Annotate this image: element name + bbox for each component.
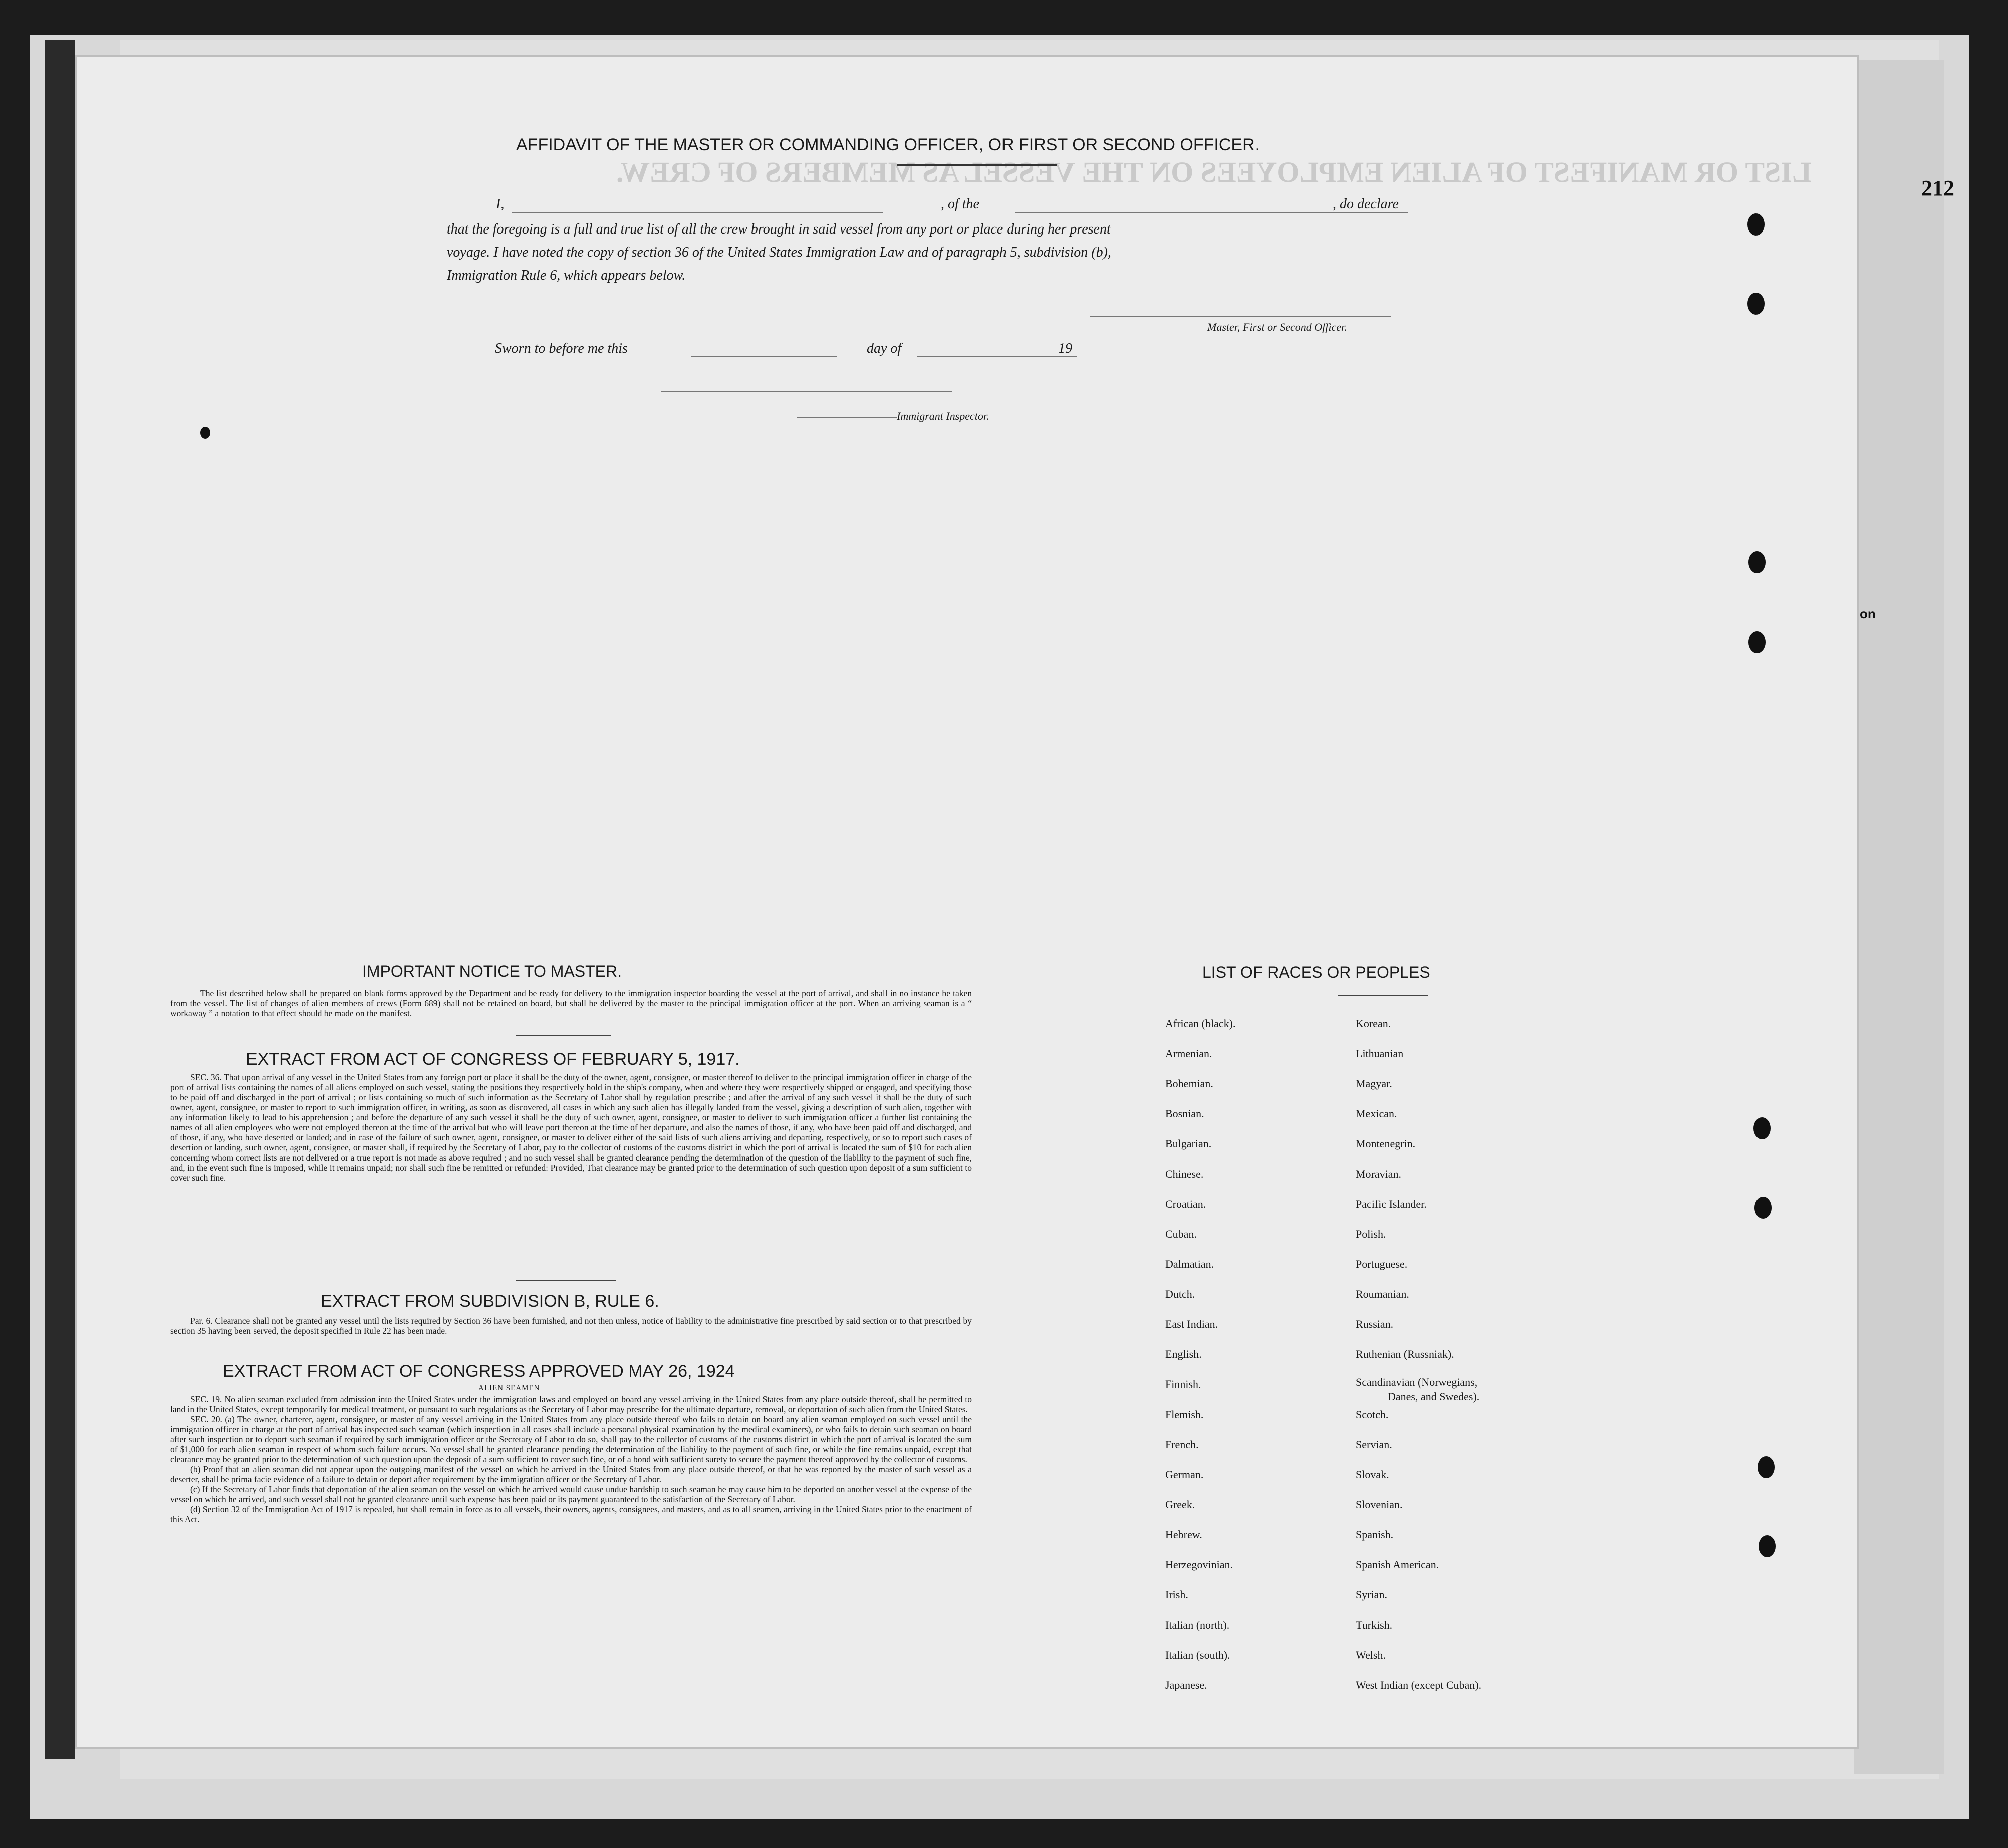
affidavit-title: AFFIDAVIT OF THE MASTER OR COMMANDING OFFICER, OR FIRST OR SECOND OFFICER.: [516, 135, 1260, 154]
punch-hole: [1747, 213, 1765, 236]
races-underline: [1338, 995, 1428, 996]
notice-text: The list described below shall be prepared on blank forms approved by the Department and be ready for delivery to the immigration inspector boarding the vessel at the port of arrival, and shall in no instance be taken from the vessel. The list of changes of alien members of crews (Form 689) shall not be retained on board, but shall be delivered by the master to the principal immigration officer at the port. When an arriving seaman is a “ workaway ” a notation to that effect should be made on the manifest.: [170, 988, 972, 1018]
punch-hole: [1753, 1117, 1771, 1139]
month-blank: [917, 356, 1077, 357]
bleed-through-title: LIST OR MANIFEST OF ALIEN EMPLOYEES ON THE VESSEL AS MEMBERS OF CREW.: [616, 156, 1812, 188]
race-item: Turkish.: [1356, 1619, 1393, 1631]
race-item: Armenian.: [1165, 1047, 1212, 1060]
extract-1924-subtitle: ALIEN SEAMEN: [478, 1384, 540, 1392]
race-item: Pacific Islander.: [1356, 1198, 1427, 1210]
race-item: Welsh.: [1356, 1649, 1386, 1661]
race-item: French.: [1165, 1438, 1199, 1451]
punch-hole: [1754, 1197, 1772, 1219]
day-of-label: day of: [867, 341, 902, 356]
race-item: Servian.: [1356, 1438, 1392, 1451]
race-item: Greek.: [1165, 1498, 1195, 1511]
sec19-text: SEC. 19. No alien seaman excluded from admission into the United States under the immigration laws and employed on board any vessel arriving in the United States from any place outside thereof, shall be permitted to land in the United States, except temporarily for medical treatment, or pursuant to such regulations as the Secretary of Labor may prescribe for the ultimate departure, removal, or deportation of such alien from the United States.: [170, 1394, 972, 1414]
ink-speck: [200, 427, 210, 439]
race-item: Lithuanian: [1356, 1047, 1404, 1060]
sec20d-text: (d) Section 32 of the Immigration Act of 1917 is repealed, but shall remain in force as to all vessels, their owners, agents, consignees, and masters, and as to all seamen, arriving in the United States prior to the enactment of this Act.: [170, 1504, 972, 1524]
form-page: [75, 55, 1859, 1749]
race-item: Bohemian.: [1165, 1077, 1213, 1090]
extract-1924-title: EXTRACT FROM ACT OF CONGRESS APPROVED MAY 26, 1924: [223, 1362, 735, 1381]
race-item: Italian (north).: [1165, 1619, 1230, 1631]
race-item: Polish.: [1356, 1228, 1386, 1240]
sec20b-text: (b) Proof that an alien seaman did not appear upon the outgoing manifest of the vessel on which he arrived in the United States from any place outside thereof, or that he was reported by the master of such vessel as a deserter, shall be prima facie evidence of a failure to detain or deport after requirement by the immigration officer or the Secretary of Labor.: [170, 1464, 972, 1484]
race-item: Herzegovinian.: [1165, 1558, 1233, 1571]
race-item: Italian (south).: [1165, 1649, 1230, 1661]
race-item: Scotch.: [1356, 1408, 1389, 1421]
race-item: Syrian.: [1356, 1588, 1387, 1601]
race-item: Roumanian.: [1356, 1288, 1409, 1300]
race-item: Irish.: [1165, 1588, 1188, 1601]
race-item: Cuban.: [1165, 1228, 1197, 1240]
divider: [516, 1035, 611, 1036]
race-item: Russian.: [1356, 1318, 1394, 1330]
extract-1917-text: SEC. 36. That upon arrival of any vessel in the United States from any foreign port or place it shall be the duty of the owner, agent, consignee, or master thereof to deliver to the principal immigration officer in charge of the port of arrival lists containing the names of all aliens employed on such vessel, stating the positions they respectively hold in the ship's company, when and where they were respectively shipped or engaged, and specifying those to be paid off and discharged in the port of arrival ; or lists containing so much of such information as the Secretary of Labor shall by regulation prescribe ; and after the arrival of any such vessel it shall be the duty of such owner, agent, consignee, or master to report to such immigration officer, in writing, as soon as discovered, all cases in which any such alien has illegally landed from the vessel, giving a description of such alien, together with any information likely to lead to his apprehension ; and before the departure of any such vessel it shall be the duty of such owner, agent, consignee, or master to deliver to such immigration officer a further list containing the names of all alien employees who were not employed thereon at the time of the arrival but who will leave port thereon at the time of her departure, and also the names of those, if any, who have been paid off and discharged, and of those, if any, who have deserted or landed; and in case of the failure of such owner, agent, consignee, or master to deliver either of the said lists of such aliens arriving and departing, respectively, or so to report such cases of desertion or landing, such owner, agent, consignee, or master shall, if required by the Secretary of Labor, pay to the collector of customs of the customs district in which the port of arrival is located the sum of $10 for each alien concerning whom correct lists are not delivered or a true report is not made as above required ; and no such vessel shall be granted clearance pending the determination of the question of the liability to the payment of such fine, and, in the event such fine is imposed, while it remains unpaid; nor shall such fine be remitted or refunded: Provided, That clearance may be granted prior to the determination of such question upon deposit of a sum sufficient to cover such fine.: [170, 1072, 972, 1183]
affidavit-body-line3: Immigration Rule 6, which appears below.: [447, 268, 686, 283]
year-prefix: 19: [1058, 341, 1072, 356]
race-item: Slovenian.: [1356, 1498, 1403, 1511]
race-item: Spanish American.: [1356, 1558, 1439, 1571]
race-item: Japanese.: [1165, 1679, 1207, 1691]
race-item: Moravian.: [1356, 1168, 1402, 1180]
binding-strip: [45, 40, 75, 1759]
inspector-line-2: [797, 417, 897, 418]
declare-label: , do declare: [1333, 196, 1399, 212]
race-item: East Indian.: [1165, 1318, 1218, 1330]
name-blank: [512, 212, 883, 213]
signature-label: Master, First or Second Officer.: [1207, 321, 1347, 333]
sec20a-text: SEC. 20. (a) The owner, charterer, agent, consignee, or master of any vessel arriving in the United States from any place outside thereof who fails to detain on board any alien seaman employed on such vessel until the immigration officer in charge at the port of arrival has inspected such seaman (which inspection in all cases shall include a personal physical examination by the medical examiners), or who fails to detain such seaman on board after such inspection or to deport such seaman if required by such immigration officer or the Secretary of Labor to do so, shall pay to the collector of customs of the customs district in which the port of arrival is located the sum of $1,000 for each alien seaman in respect of whom such failure occurs. No vessel shall be granted clearance pending the determination of the liability to the payment of such fine, or while the fine remains unpaid, except that clearance may be granted prior to the determination of such question upon the deposit of a sum sufficient to cover such fine, or of a bond with sufficient surety to secure the payment thereof approved by the collector of customs.: [170, 1414, 972, 1464]
race-item: Portuguese.: [1356, 1258, 1408, 1270]
race-item: Montenegrin.: [1356, 1137, 1416, 1150]
affidavit-body-line2: voyage. I have noted the copy of section 36 of the United States Immigration Law and of paragraph 5, subdivision (b),: [447, 245, 1111, 260]
race-item: Slovak.: [1356, 1468, 1389, 1481]
race-item: Scandinavian (Norwegians,: [1356, 1376, 1478, 1389]
punch-hole: [1758, 1456, 1775, 1478]
race-item: Dalmatian.: [1165, 1258, 1214, 1270]
race-item-continuation: Danes, and Swedes).: [1388, 1390, 1480, 1403]
race-item: Finnish.: [1165, 1378, 1201, 1391]
sec20c-text: (c) If the Secretary of Labor finds that deportation of the alien seaman on the vessel on which he arrived would cause undue hardship to such seaman he may cause him to be deported on another vessel at the expense of the vessel on which he arrived, and such vessel shall not be granted clearance until such expense has been paid or its payment guaranteed to the satisfaction of the Secretary of Labor.: [170, 1484, 972, 1504]
affidavit-i-label: I,: [496, 196, 505, 212]
race-item: Hebrew.: [1165, 1528, 1202, 1541]
races-title: LIST OF RACES OR PEOPLES: [1202, 963, 1430, 981]
affidavit-body-line1: that the foregoing is a full and true list of all the crew brought in said vessel from any port or place during her present: [447, 221, 1111, 237]
underlying-sheet: [1854, 60, 1944, 1774]
title-underline: [897, 164, 1057, 166]
race-item: Croatian.: [1165, 1198, 1206, 1210]
race-item: Flemish.: [1165, 1408, 1204, 1421]
day-blank: [691, 356, 837, 357]
punch-hole: [1759, 1535, 1776, 1557]
divider: [516, 1280, 616, 1281]
edge-text: on: [1860, 606, 1876, 621]
race-item: Korean.: [1356, 1017, 1391, 1030]
race-item: Ruthenian (Russniak).: [1356, 1348, 1454, 1360]
punch-hole: [1747, 293, 1765, 315]
race-item: African (black).: [1165, 1017, 1236, 1030]
inspector-label: Immigrant Inspector.: [897, 410, 989, 422]
of-the-label: , of the: [941, 196, 979, 212]
inspector-line-1: [661, 391, 952, 392]
extract-1917-title: EXTRACT FROM ACT OF CONGRESS OF FEBRUARY 5, 1917.: [246, 1050, 740, 1069]
race-item: Bulgarian.: [1165, 1137, 1212, 1150]
extract-rule6-text: Par. 6. Clearance shall not be granted any vessel until the lists required by Section 36 have been furnished, and not then unless, notice of liability to the administrative fine prescribed by said section or to that prescribed by section 35 having been served, the deposit specified in Rule 22 has been made.: [170, 1316, 972, 1336]
extract-1924-body: [170, 1394, 972, 1524]
race-item: English.: [1165, 1348, 1202, 1360]
sworn-label: Sworn to before me this: [495, 341, 628, 356]
extract-rule6-title: EXTRACT FROM SUBDIVISION B, RULE 6.: [321, 1292, 659, 1311]
race-item: West Indian (except Cuban).: [1356, 1679, 1482, 1691]
race-item: Dutch.: [1165, 1288, 1195, 1300]
race-item: Magyar.: [1356, 1077, 1392, 1090]
punch-hole: [1748, 631, 1766, 653]
notice-title: IMPORTANT NOTICE TO MASTER.: [362, 962, 622, 980]
race-item: Bosnian.: [1165, 1107, 1204, 1120]
signature-line: [1090, 316, 1391, 317]
race-item: Chinese.: [1165, 1168, 1204, 1180]
race-item: Spanish.: [1356, 1528, 1394, 1541]
punch-hole: [1748, 551, 1766, 573]
page-number: 212: [1921, 176, 1954, 200]
race-item: Mexican.: [1356, 1107, 1397, 1120]
vessel-blank: [1015, 212, 1408, 213]
race-item: German.: [1165, 1468, 1204, 1481]
